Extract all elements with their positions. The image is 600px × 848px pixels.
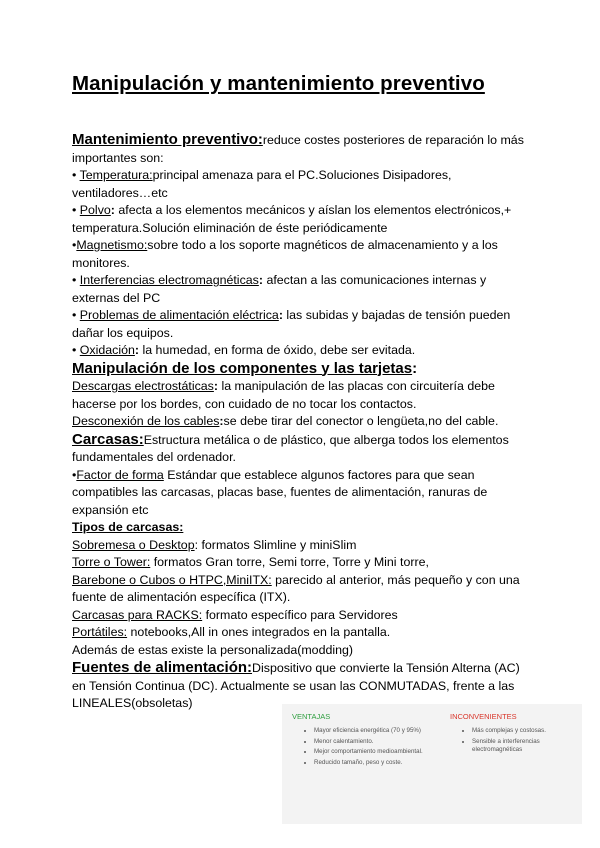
carcasas-paragraph (72, 431, 534, 467)
manip-item-label: Descargas electrostáticas (72, 379, 214, 393)
mp-item-bullet: • (72, 203, 80, 217)
tipos-list (72, 537, 534, 642)
mp-item-text: afectan a las comunicaciones internas y externas del PC (72, 273, 487, 305)
inconvenientes-list (450, 727, 578, 755)
tipo-item (72, 607, 534, 625)
mp-paragraph (72, 131, 534, 167)
tipo-item-text: : formatos Slimline y miniSlim (194, 537, 357, 552)
mp-item-bullet: • (72, 168, 80, 182)
tipo-item-label: Portátiles: (72, 625, 128, 639)
tipo-item-label: Torre o Tower: (72, 555, 151, 569)
tipo-item (72, 554, 534, 572)
manip-item-text: se debe tirar del conector o lengüeta,no del cable. (223, 414, 499, 428)
manip-item (72, 413, 534, 431)
page-title: Manipulación y mantenimiento preventivo (72, 72, 485, 95)
factor-label: Factor de forma (76, 467, 164, 482)
fuentes-text: Dispositivo que convierte la Tensión Alterna (AC) en Tensión Continua (DC). Actualmente se usan las CONMUTADAS, frente a las LINEALES(obsoletas) (72, 661, 520, 710)
inconvenientes-column (450, 712, 578, 757)
ventaja-item: • Reducido tamaño, peso y coste. (314, 759, 442, 768)
manip-list (72, 378, 534, 431)
tipo-item-label: Barebone o Cubos o HTPC,MiniITX: (72, 572, 272, 587)
ventajas-column (292, 712, 442, 769)
mp-item-sep: : (134, 343, 140, 357)
tipo-item-text: notebooks,All in ones integrados en la pantalla. (127, 625, 391, 639)
mp-item-text: sobre todo a los soporte magnéticos de almacenamiento y a los monitores. (72, 238, 498, 270)
mp-item (72, 342, 534, 360)
fuentes-heading: Fuentes de alimentación: (72, 659, 253, 676)
mp-item-label: Magnetismo: (76, 238, 148, 252)
factor-paragraph (72, 467, 534, 520)
mp-intro: reduce costes posteriores de reparación lo más importantes son: (72, 133, 524, 165)
carcasas-heading: Carcasas: (72, 430, 144, 448)
inconvenientes-title: INCONVENIENTES (450, 712, 517, 721)
tipo-item-text: formato específico para Servidores (202, 607, 398, 622)
mp-item-label: Temperatura: (79, 168, 153, 182)
mp-item-bullet: • (72, 308, 80, 322)
mp-item (72, 202, 534, 237)
mp-item (72, 167, 534, 202)
manip-item-label: Desconexión de los cables (72, 414, 220, 428)
mp-item-sep: : (110, 203, 115, 217)
mp-item-bullet: • (72, 238, 77, 252)
tipo-item (72, 624, 534, 642)
tipo-item-text: formatos Gran torre, Semi torre, Torre y Mini torre, (150, 555, 429, 569)
mp-list (72, 167, 534, 360)
ventaja-item: • Mejor comportamiento medioambiental. (314, 748, 442, 757)
mp-heading: Mantenimiento preventivo: (72, 131, 263, 148)
tipos-paragraph (72, 519, 534, 537)
mp-item-text: afecta a los elementos mecánicos y aíslan los elementos electrónicos,+ temperatura.Solución eliminación de éste periódicamente (72, 203, 512, 235)
factor-text: Estándar que establece algunos factores para que sean compatibles las carcasas, placas base, fuentes de alimentación, ranuras de expansión etc (72, 467, 488, 517)
manip-item-sep: : (219, 414, 224, 428)
tipo-item (72, 572, 534, 607)
mp-item (72, 272, 534, 307)
factor-bullet: • (72, 467, 77, 482)
ventaja-item: • Mayor eficiencia energética (70 y 95%) (314, 727, 442, 736)
tipo-item (72, 537, 534, 555)
mp-item-label: Interferencias electromagnéticas (79, 273, 259, 287)
mp-item-label: Oxidación (79, 343, 135, 357)
manip-item-text: la manipulación de las placas con circuitería debe hacerse por los bordes, con cuidado de no tocar los contactos. (72, 379, 495, 411)
ventajas-list (292, 727, 442, 767)
mp-item (72, 307, 534, 342)
manip-item (72, 378, 534, 413)
mp-item-sep: : (278, 308, 283, 322)
manip-heading-colon: : (412, 359, 418, 377)
mp-item-text: las subidas y bajadas de tensión pueden dañar los equipos. (72, 308, 511, 340)
tipo-item-text: parecido al anterior, más pequeño y con una fuente de alimentación específica (ITX). (72, 572, 520, 604)
mp-item-sep: : (258, 273, 263, 287)
manip-item-sep: : (213, 379, 219, 393)
mp-item-label: Problemas de alimentación eléctrica (79, 308, 279, 322)
ventaja-item: • Menor calentamiento. (314, 738, 442, 747)
mp-item-text: principal amenaza para el PC.Soluciones Disipadores, ventiladores…etc (72, 168, 452, 200)
manip-heading: Manipulación de los componentes y las tarjetas (72, 359, 413, 377)
inconveniente-item: • Sensible a interferencias electromagnéticas (472, 738, 578, 755)
power-supply-figure (282, 704, 582, 824)
mp-item (72, 237, 534, 272)
document-body (72, 131, 534, 713)
mp-item-text: la humedad, en forma de óxido, debe ser evitada. (139, 343, 416, 357)
tipo-item-label: Carcasas para RACKS: (72, 607, 203, 622)
inconveniente-item: • Más complejas y costosas. (472, 727, 578, 736)
ventajas-title: VENTAJAS (292, 712, 331, 721)
tipos-heading: Tipos de carcasas: (72, 520, 184, 534)
tipo-item-label: Sobremesa o Desktop (72, 537, 195, 552)
carcasas-text: Estructura metálica o de plástico, que alberga todos los elementos fundamentales del ordenador. (72, 432, 509, 464)
mp-item-label: Polvo (79, 203, 111, 217)
manip-paragraph (72, 360, 534, 379)
carcasas-extra: Además de estas existe la personalizada(modding) (72, 642, 354, 657)
mp-item-bullet: • (72, 343, 80, 357)
mp-item-bullet: • (72, 273, 80, 287)
